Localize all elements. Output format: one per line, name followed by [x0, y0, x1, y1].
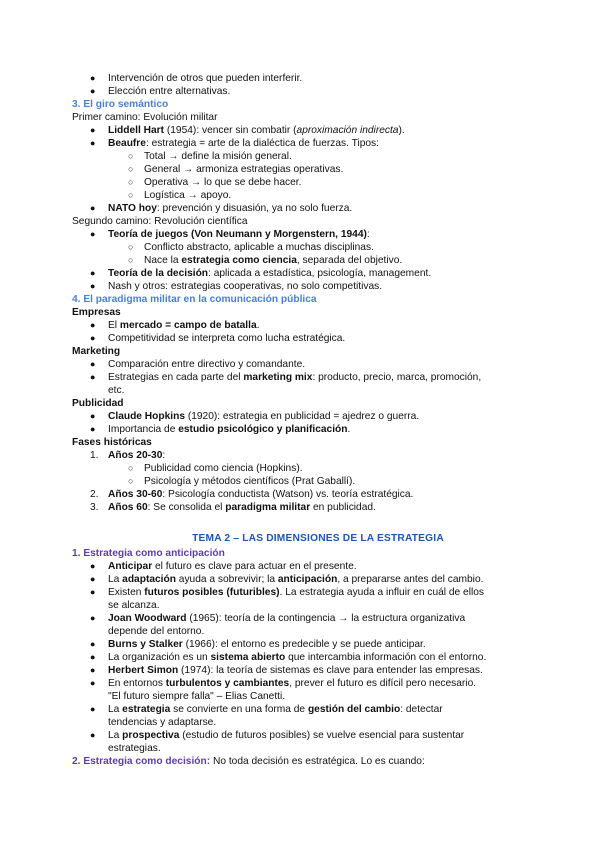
line-text: [108, 677, 476, 690]
bullet-icon: ●: [90, 138, 96, 148]
text-segment: (1974): la teoría de sistemas es clave para entender las empresas.: [178, 665, 483, 676]
text-segment: (1954): vencer sin combatir (: [164, 125, 297, 136]
text-segment: Empresas: [72, 307, 121, 318]
line-text: [108, 72, 302, 85]
line-text: [144, 462, 303, 475]
line-text: [72, 306, 121, 319]
line-text: [108, 228, 370, 241]
text-segment: estrategia como ciencia: [181, 255, 297, 266]
line-text: [108, 319, 259, 332]
line-text: [144, 241, 374, 254]
line-text: [108, 651, 486, 664]
text-segment: futuros posibles (futuribles): [144, 587, 280, 598]
line-text: [108, 371, 481, 384]
text-segment: etc.: [108, 385, 125, 396]
text-segment: ).: [398, 125, 405, 136]
text-segment: Burns y Stalker: [108, 639, 183, 650]
line-text: [108, 449, 165, 462]
text-segment: estrategia: [122, 704, 171, 715]
text-segment: .: [347, 424, 351, 435]
text-segment: Liddell Hart: [108, 125, 165, 136]
hollow-bullet-icon: ○: [128, 463, 134, 473]
line-text: [108, 638, 426, 651]
text-segment: Competitividad se interpreta como lucha estratégica.: [108, 333, 346, 344]
bullet-icon: ●: [90, 359, 96, 369]
text-segment: Años 30-60: [108, 489, 163, 500]
text-segment: el futuro es clave para actuar en el presente.: [152, 561, 357, 572]
text-segment: La organización es un: [108, 652, 211, 663]
text-segment: Primer camino: Evolución militar: [72, 112, 218, 123]
text-segment: Total → define la misión general.: [144, 151, 292, 162]
text-segment: Estrategias en cada parte del: [108, 372, 244, 383]
text-segment: Conflicto abstracto, aplicable a muchas disciplinas.: [144, 242, 374, 253]
text-segment: turbulentos y cambiantes: [165, 678, 290, 689]
bullet-icon: ●: [90, 229, 96, 239]
text-segment: Importancia de: [108, 424, 179, 435]
line-text: [144, 189, 231, 202]
bullet-icon: ●: [90, 411, 96, 421]
text-segment: .: [256, 320, 260, 331]
text-segment: Elección entre alternativas.: [108, 86, 231, 97]
bullet-icon: ●: [90, 561, 96, 571]
bullet-icon: ●: [90, 424, 96, 434]
text-segment: : aplicada a estadística, psicología, management.: [208, 268, 432, 279]
bullet-icon: ●: [90, 587, 96, 597]
text-segment: 2. Estrategia como decisión:: [72, 756, 211, 767]
line-text: [72, 755, 425, 768]
line-text: [108, 423, 350, 436]
line-text: [144, 150, 292, 163]
line-text: [108, 664, 483, 677]
bullet-icon: ●: [90, 333, 96, 343]
text-segment: aproximación indirecta: [296, 125, 399, 136]
line-text: [108, 599, 160, 612]
text-segment: Nace la: [144, 255, 182, 266]
line-text: [108, 202, 352, 215]
text-segment: marketing mix: [243, 372, 313, 383]
bullet-icon: ●: [90, 268, 96, 278]
text-segment: se convierte en una forma de: [170, 704, 308, 715]
text-segment: gestión del cambio: [307, 704, 401, 715]
text-segment: Existen: [108, 587, 145, 598]
line-text: [72, 436, 152, 449]
text-segment: Claude Hopkins: [108, 411, 185, 422]
bullet-icon: ●: [90, 639, 96, 649]
text-segment: Teoría de la decisión: [108, 268, 209, 279]
text-segment: :: [366, 229, 370, 240]
line-text: [144, 475, 355, 488]
hollow-bullet-icon: ○: [128, 164, 134, 174]
text-segment: : producto, precio, marca, promoción,: [312, 372, 482, 383]
line-text: [72, 111, 218, 124]
line-text: [144, 176, 301, 189]
text-segment: : Se consolida el: [147, 502, 226, 513]
bullet-icon: ●: [90, 652, 96, 662]
list-number: 3.: [90, 502, 99, 513]
text-segment: que intercambia información con el entorno.: [285, 652, 487, 663]
text-segment: paradigma militar: [225, 502, 311, 513]
line-text: [108, 703, 443, 716]
line-text: [108, 625, 204, 638]
text-segment: : detectar: [400, 704, 443, 715]
line-text: [108, 560, 357, 573]
text-segment: En entornos: [108, 678, 166, 689]
text-segment: , separada del objetivo.: [296, 255, 403, 266]
text-segment: Publicidad como ciencia (Hopkins).: [144, 463, 303, 474]
text-segment: . La estrategia ayuda a influir en cuál de ellos: [279, 587, 484, 598]
hollow-bullet-icon: ○: [128, 476, 134, 486]
text-segment: Beaufre: [108, 138, 146, 149]
text-segment: (1965): teoría de la contingencia → la estructura organizativa: [186, 613, 466, 624]
text-segment: Logística → apoyo.: [144, 190, 232, 201]
text-segment: prospectiva: [122, 730, 180, 741]
hollow-bullet-icon: ○: [128, 255, 134, 265]
text-segment: La: [108, 574, 123, 585]
bullet-icon: ●: [90, 125, 96, 135]
text-segment: Años 20-30: [108, 450, 163, 461]
text-segment: , prever el futuro es difícil pero necesario.: [289, 678, 477, 689]
line-text: [108, 612, 465, 625]
text-segment: (estudio de futuros posibles) se vuelve esencial para sustentar: [179, 730, 465, 741]
line-text: [108, 573, 483, 586]
text-segment: Herbert Simon: [108, 665, 179, 676]
text-segment: :: [162, 450, 166, 461]
line-text: [108, 124, 405, 137]
text-segment: Fases históricas: [72, 437, 152, 448]
bullet-icon: ●: [90, 665, 96, 675]
text-segment: El: [108, 320, 120, 331]
line-text: [144, 163, 343, 176]
list-number: 1.: [90, 450, 99, 461]
line-text: [72, 547, 225, 560]
line-text: [72, 215, 248, 228]
line-text: [108, 501, 376, 514]
text-segment: Publicidad: [72, 398, 124, 409]
bullet-icon: ●: [90, 281, 96, 291]
line-text: [108, 586, 484, 599]
text-segment: adaptación: [122, 574, 176, 585]
line-text: [108, 742, 161, 755]
text-segment: General → armoniza estrategias operativas.: [144, 164, 344, 175]
text-segment: "El futuro siempre falla" – Elias Canetti.: [108, 691, 286, 702]
text-segment: Intervención de otros que pueden interferir.: [108, 73, 303, 84]
text-segment: estudio psicológico y planificación: [178, 424, 348, 435]
line-text: [72, 293, 317, 306]
line-text: [108, 85, 230, 98]
line-text: [108, 358, 305, 371]
text-segment: Anticipar: [108, 561, 153, 572]
text-segment: se alcanza.: [108, 600, 160, 611]
text-segment: tendencias y adaptarse.: [108, 717, 217, 728]
line-text: [72, 397, 124, 410]
text-segment: Años 60: [108, 502, 148, 513]
text-segment: anticipación: [277, 574, 338, 585]
text-segment: Psicología y métodos científicos (Prat Gaballí).: [144, 476, 356, 487]
text-segment: : prevención y disuasión, ya no solo fuerza.: [156, 203, 353, 214]
hollow-bullet-icon: ○: [128, 151, 134, 161]
text-segment: 3. El giro semántico: [72, 99, 169, 110]
bullet-icon: ●: [90, 704, 96, 714]
text-segment: 4. El paradigma militar en la comunicación pública: [72, 294, 317, 305]
line-text: [72, 345, 120, 358]
text-segment: No toda decisión es estratégica. Lo es cuando:: [210, 756, 425, 767]
bullet-icon: ●: [90, 73, 96, 83]
text-segment: depende del entorno.: [108, 626, 205, 637]
line-text: [108, 280, 382, 293]
line-text: [108, 729, 464, 742]
line-text: [108, 488, 413, 501]
bullet-icon: ●: [90, 203, 96, 213]
text-segment: mercado = campo de batalla: [119, 320, 257, 331]
bullet-icon: ●: [90, 613, 96, 623]
text-segment: Comparación entre directivo y comandante.: [108, 359, 306, 370]
line-text: [72, 98, 168, 111]
bullet-icon: ●: [90, 574, 96, 584]
bullet-icon: ●: [90, 320, 96, 330]
line-text: [108, 690, 285, 703]
text-segment: estrategias.: [108, 743, 161, 754]
line-text: [108, 384, 124, 397]
line-text: [108, 716, 216, 729]
text-segment: : estrategia = arte de la dialéctica de fuerzas. Tipos:: [145, 138, 379, 149]
text-segment: (1920): estrategia en publicidad = ajedrez o guerra.: [184, 411, 420, 422]
text-segment: La: [108, 730, 123, 741]
text-segment: Nash y otros: estrategias cooperativas, no solo competitivas.: [108, 281, 383, 292]
bullet-icon: ●: [90, 372, 96, 382]
text-segment: sistema abierto: [210, 652, 286, 663]
hollow-bullet-icon: ○: [128, 190, 134, 200]
text-segment: TEMA 2 – LAS DIMENSIONES DE LA ESTRATEGIA: [192, 533, 444, 544]
list-number: 2.: [90, 489, 99, 500]
line-text: [144, 254, 402, 267]
text-segment: (1966): el entorno es predecible y se puede anticipar.: [182, 639, 426, 650]
line-text: [0, 532, 600, 545]
text-segment: Teoría de juegos (Von Neumann y Morgenstern, 1944): [108, 229, 367, 240]
line-text: [108, 137, 379, 150]
bullet-icon: ●: [90, 86, 96, 96]
text-segment: NATO hoy: [108, 203, 157, 214]
text-segment: Joan Woodward: [108, 613, 187, 624]
text-segment: : Psicología conductista (Watson) vs. teoría estratégica.: [162, 489, 414, 500]
text-segment: La: [108, 704, 123, 715]
text-segment: en publicidad.: [310, 502, 376, 513]
line-text: [108, 332, 345, 345]
text-segment: Operativa → lo que se debe hacer.: [144, 177, 302, 188]
text-segment: ayuda a sobrevivir; la: [175, 574, 278, 585]
hollow-bullet-icon: ○: [128, 242, 134, 252]
hollow-bullet-icon: ○: [128, 177, 134, 187]
line-text: [108, 410, 419, 423]
bullet-icon: ●: [90, 730, 96, 740]
text-segment: 1. Estrategia como anticipación: [72, 548, 225, 559]
text-segment: Marketing: [72, 346, 121, 357]
bullet-icon: ●: [90, 678, 96, 688]
line-text: [108, 267, 431, 280]
text-segment: Segundo camino: Revolución científica: [72, 216, 248, 227]
text-segment: , a prepararse antes del cambio.: [337, 574, 484, 585]
